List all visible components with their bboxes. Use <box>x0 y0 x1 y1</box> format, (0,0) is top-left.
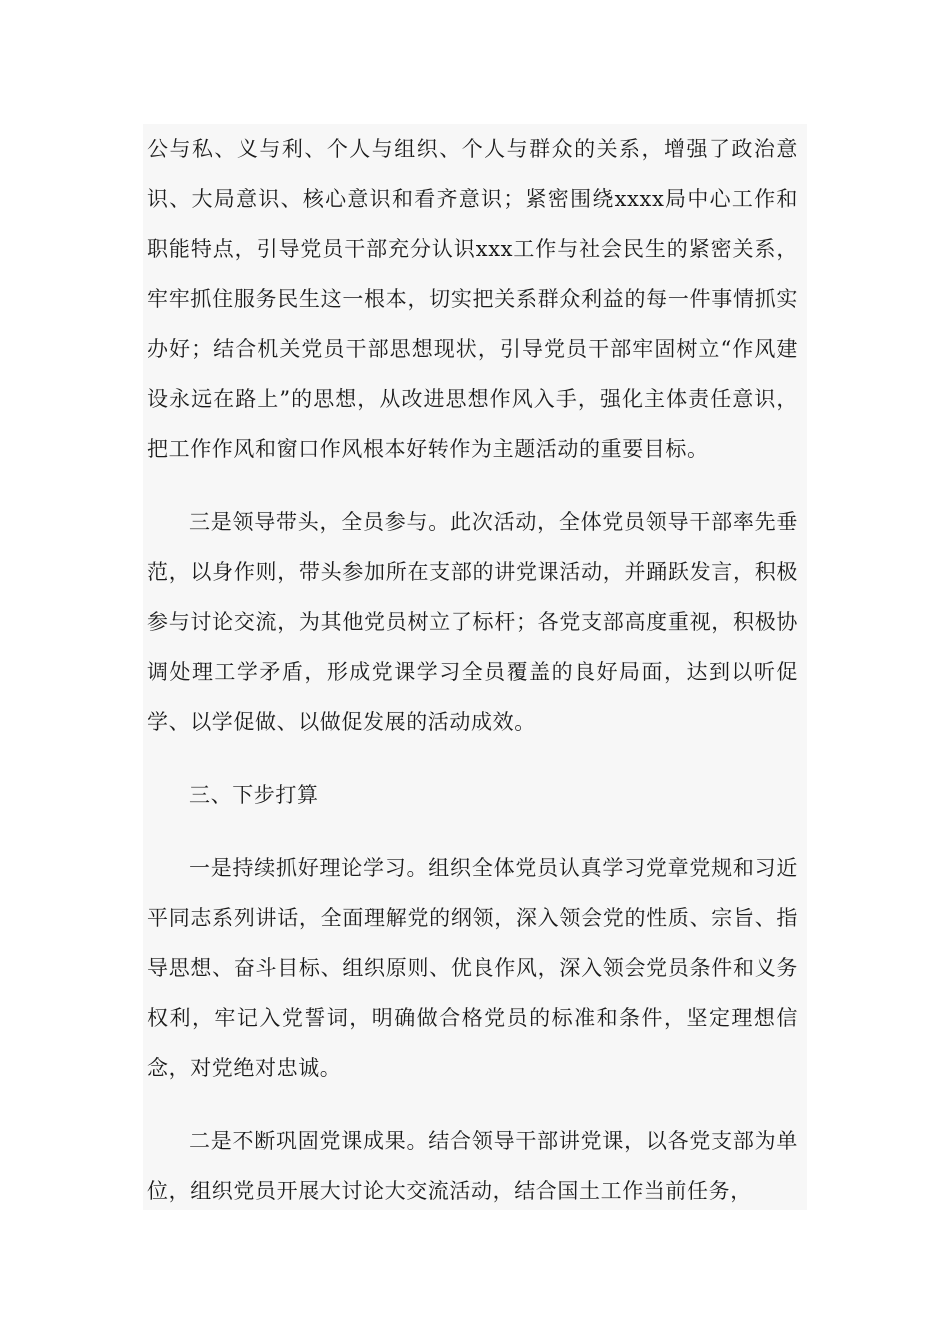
paragraph-leadership-participation: 三是领导带头，全员参与。此次活动，全体党员领导干部率先垂范，以身作则，带头参加所在支部的讲党课活动，并踊跃发言，积极参与讨论交流，为其他党员树立了标杆；各党支部高度重视，积极协调处理工学矛盾，形成党课学习全员覆盖的良好局面，达到以听促学、以学促做、以做促发展的活动成效。 <box>147 510 798 734</box>
paragraph-consolidate-results: 二是不断巩固党课成果。结合领导干部讲党课，以各党支部为单位，组织党员开展大讨论大交流活动，结合国土工作当前任务， <box>147 1129 798 1203</box>
page-body <box>143 124 807 1210</box>
section-heading-next-steps: 三、下步打算 <box>189 783 319 807</box>
paragraph-continued-relations: 公与私、义与利、个人与组织、个人与群众的关系，增强了政治意识、大局意识、核心意识和看齐意识；紧密围绕xxxx局中心工作和职能特点，引导党员干部充分认识xxx工作与社会民生的紧密关系，牢牢抓住服务民生这一根本，切实把关系群众利益的每一件事情抓实办好；结合机关党员干部思想现状，引导党员干部牢固树立“作风建设永远在路上”的思想，从改进思想作风入手，强化主体责任意识，把工作作风和窗口作风根本好转作为主题活动的重要目标。 <box>147 137 798 461</box>
paragraph-theory-study: 一是持续抓好理论学习。组织全体党员认真学习党章党规和习近平同志系列讲话，全面理解党的纲领，深入领会党的性质、宗旨、指导思想、奋斗目标、组织原则、优良作风，深入领会党员条件和义务权利，牢记入党誓词，明确做合格党员的标准和条件，坚定理想信念，对党绝对忠诚。 <box>147 856 798 1080</box>
text-column <box>147 124 798 1216</box>
